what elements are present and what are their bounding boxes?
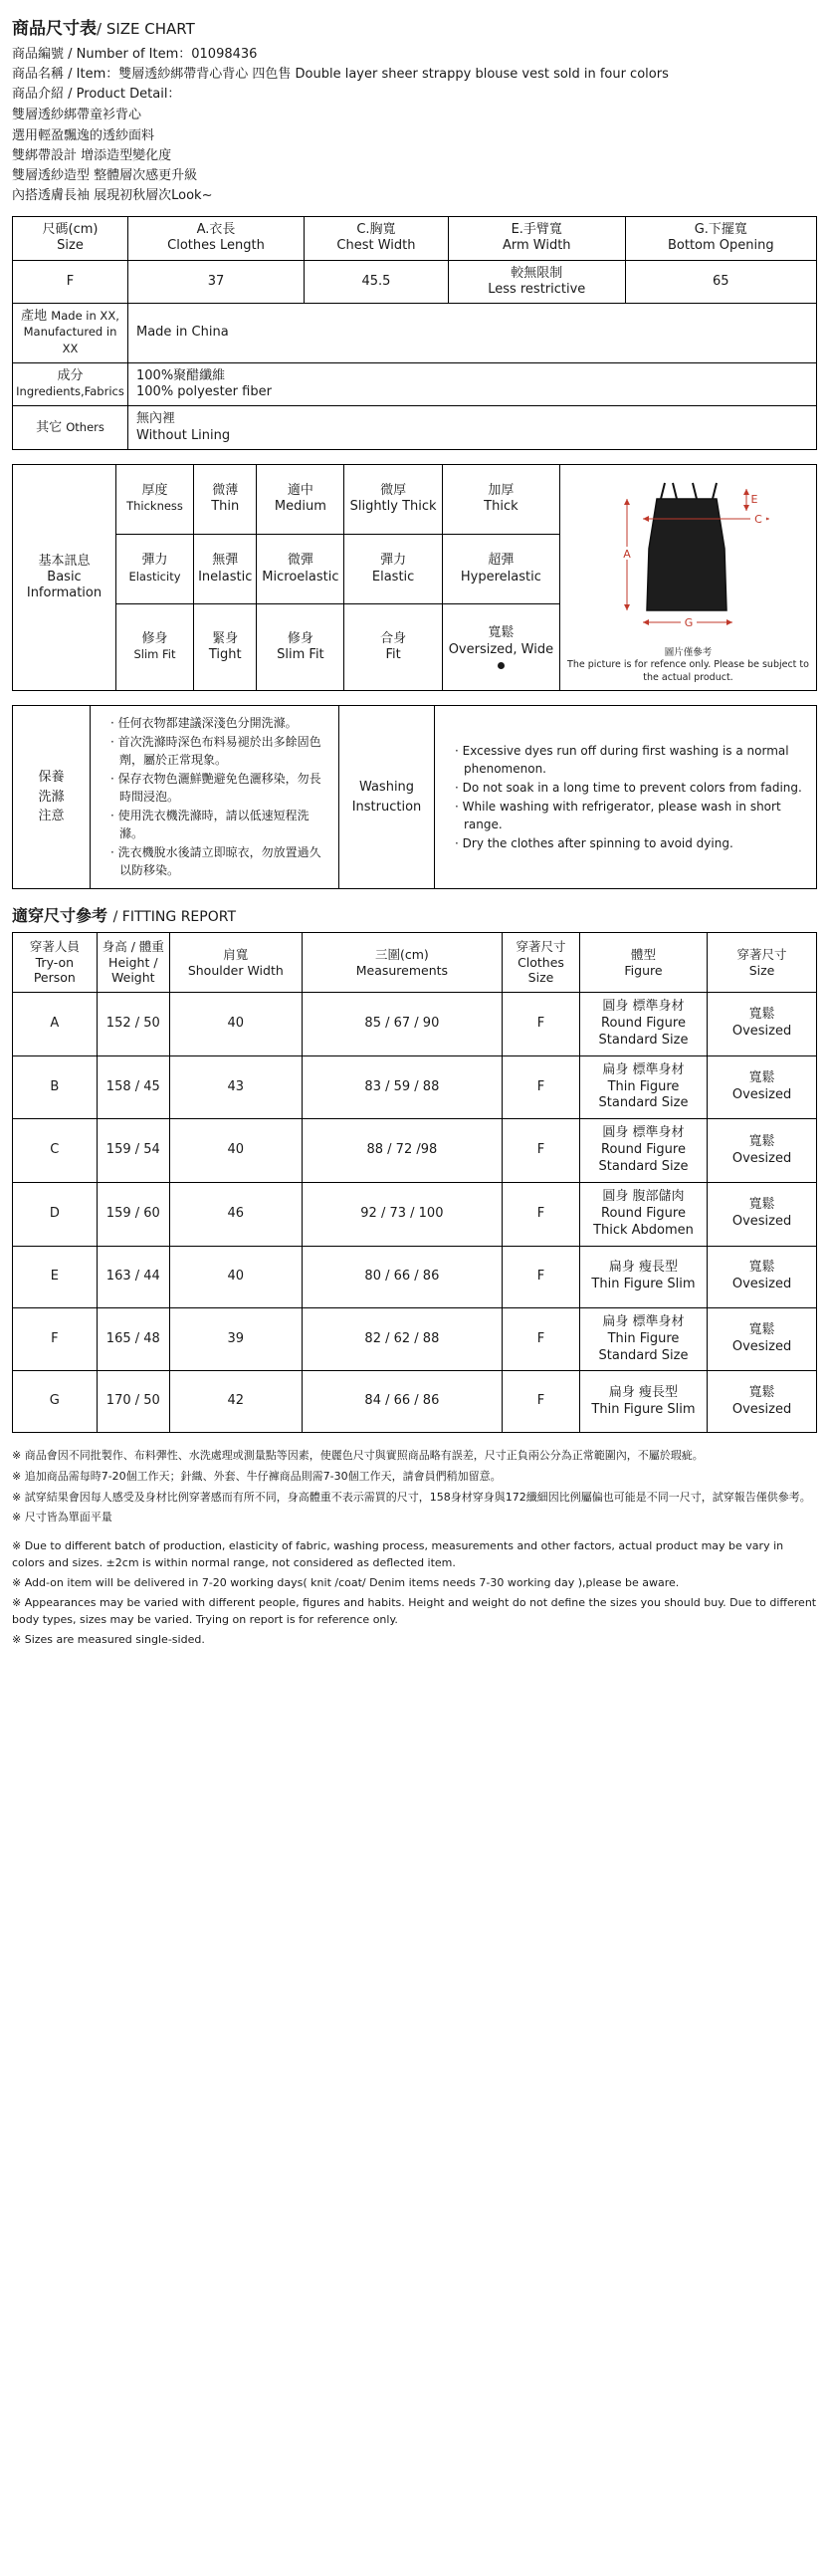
item-name-value: 雙層透紗綁帶背心背心 四色售 Double layer sheer strappy blouse vest sold in four colors [118,67,669,83]
fabric-value-en: 100% polyester fiber [136,384,272,400]
item-number-label: 商品編號 / Number of Item： [12,47,192,62]
table-row [13,362,817,406]
wash-note-zh: · 保存衣物色灑鮮艷避免色灑移染，勿長時間浸泡。 [110,770,330,806]
table-row [13,1055,817,1119]
diagram-note [562,647,814,684]
cell-fit [708,1307,817,1371]
washing-label-line2: 洗滌 [38,789,65,805]
product-detail-list [12,106,817,206]
table-header-row [13,217,817,261]
elasticity-label [116,534,194,603]
cell-figure [579,1246,707,1307]
cell-figure [579,1183,707,1247]
cell-person: C [13,1119,98,1183]
header-zh: 穿著尺寸 [516,939,566,955]
option-zh: 適中 [287,483,313,499]
product-detail-item: 選用輕盈飄逸的透紗面料 [12,127,155,143]
others-label-zh: 其它 [36,419,63,435]
header-en: Size [57,238,84,254]
option-en: Thick [484,499,518,515]
option-en: Microelastic [262,569,339,585]
fit-en: Ovesized [731,1277,792,1292]
cell-shoulder: 40 [169,1246,302,1307]
product-detail-item: 雙層透紗綁帶童衫背心 [12,108,142,123]
header-zh: 身高 / 體重 [102,939,164,955]
option-en: Elastic [371,569,415,585]
washing-label-line1: 保養 [38,770,65,786]
notice-zh: ※ 試穿結果會因每人感受及身材比例穿著感而有所不同，身高體重不表示需買的尺寸，158身材穿身與172纖細因比例屬偏也可能是不同一尺寸，試穿報告僅供參考。 [12,1490,811,1504]
fit-zh: 寬鬆 [748,1070,775,1086]
elasticity-option-elastic [344,534,442,603]
selected-indicator-dot [498,662,505,669]
washing-label-en-line1: Washing [358,780,415,796]
cell-height-weight: 170 / 50 [97,1371,169,1433]
others-label [13,406,128,450]
others-value [128,406,817,450]
others-value-zh: 無內裡 [136,411,176,427]
cell-fit [708,1371,817,1433]
diagram-note-en: The picture is for refence only. Please be subject to the actual product. [567,659,809,683]
figure-zh: 扁身 標準身材 [602,1313,685,1329]
figure-col-header [579,933,707,993]
slimfit-option-tight [194,604,257,691]
cell-measurements: 83 / 59 / 88 [302,1055,502,1119]
figure-en: Round Figure Thick Abdomen [593,1205,694,1238]
cell-shoulder: 40 [169,993,302,1056]
cell-figure [579,1055,707,1119]
table-row [13,260,817,304]
slimfit-option-fit [344,604,442,691]
cell-height-weight: 165 / 48 [97,1307,169,1371]
garment-diagram-cell [560,464,817,690]
fit-en: Ovesized [731,1401,792,1417]
arm-col-header [448,217,625,261]
thickness-option-thick [442,464,559,534]
cell-measurements: 84 / 66 / 86 [302,1371,502,1433]
cell-fit [708,1183,817,1247]
cell-person: G [13,1371,98,1433]
others-label-en: Others [66,419,104,434]
cell-measurements: 80 / 66 / 86 [302,1246,502,1307]
fit-en: Ovesized [731,1214,792,1230]
figure-zh: 圓身 標準身材 [602,1125,685,1141]
origin-label [13,304,128,363]
cell-shoulder: 42 [169,1371,302,1433]
header-zh: 尺碼(cm) [42,222,99,238]
length-col-header [128,217,305,261]
header-zh: 肩寬 [223,946,249,962]
fabric-label-zh: 成分 [57,367,84,383]
notice-en: ※ Add-on item will be delivered in 7-20 working days( knit /coat/ Denim items needs 7-30 working day ),please be aware. [12,1575,680,1589]
header-en: Size [748,962,775,978]
product-detail-item: 雙層透紗造型 整體層次感更升級 [12,167,198,183]
product-detail-item: 雙綁帶設計 增添造型變化度 [12,147,172,163]
fit-zh: 寬鬆 [748,1322,775,1338]
header-en: Shoulder Width [187,962,284,978]
shoulder-col-header [169,933,302,993]
notice-zh: ※ 追加商品需每時7-20個工作天；針織、外套、牛仔褲商品則需7-30個工作天，請會員們稍加留意。 [12,1469,502,1483]
thickness-option-medium [257,464,344,534]
cell-figure [579,1119,707,1183]
basic-info-label [13,464,116,690]
svg-text:G: G [684,615,693,629]
cell-length: 37 [128,260,305,304]
elasticity-option-inelastic [194,534,257,603]
option-zh: 微彈 [287,553,313,569]
cell-arm [448,260,625,304]
notice-en: ※ Sizes are measured single-sided. [12,1633,205,1646]
cell-arm-zh: 較無限制 [511,265,563,281]
notice-divider-space [12,1529,817,1537]
option-en: Oversized, Wide [448,641,554,657]
fit-en: Ovesized [731,1024,792,1040]
header-en: Arm Width [502,238,571,254]
cell-measurements: 92 / 73 / 100 [302,1183,502,1247]
figure-en: Round Figure Standard Size [598,1142,689,1175]
fit-size-col-header [708,933,817,993]
header-en: Clothes Length [167,238,265,254]
thickness-label [116,464,194,534]
item-number-value: 01098436 [191,47,258,62]
slimfit-label [116,604,194,691]
slimfit-option-oversized [442,604,559,691]
page-title-zh: 商品尺寸表 [12,19,97,39]
fabric-label-en: Ingredients,Fabrics [16,384,124,399]
cell-person: F [13,1307,98,1371]
size-chart-table [12,216,817,450]
figure-en: Round Figure Standard Size [598,1015,689,1048]
cell-size: F [503,1055,580,1119]
cell-size: F [503,1307,580,1371]
wash-note-en: · Excessive dyes run off during first washing is a normal phenomenon. [455,742,808,778]
thickness-label-en: Thickness [126,499,183,514]
bottom-col-header [625,217,816,261]
option-zh: 合身 [380,630,407,646]
washing-label-zh [13,706,91,889]
cell-figure [579,1371,707,1433]
height-weight-col-header [97,933,169,993]
cell-measurements: 82 / 62 / 88 [302,1307,502,1371]
table-row [13,1246,817,1307]
origin-label-en: Made in XX, Manufactured in XX [23,309,119,355]
item-number-line [12,45,817,65]
washing-notes-zh [91,706,339,889]
table-header-row [13,933,817,993]
garment-measure-svg [565,471,812,640]
cell-size: F [503,993,580,1056]
header-zh: 三圍(cm) [374,946,429,962]
header-en: Bottom Opening [667,238,774,254]
figure-zh: 扁身 瘦長型 [608,1260,679,1276]
basic-info-label-zh: 基本訊息 [38,553,91,569]
cell-size: F [503,1183,580,1247]
figure-en: Thin Figure Standard Size [598,1078,689,1111]
wash-note-en: · Do not soak in a long time to prevent colors from fading. [455,779,808,797]
figure-en: Thin Figure Standard Size [598,1330,689,1363]
thickness-option-slightly-thick [344,464,442,534]
wash-note-en: · While washing with refrigerator, please wash in short range. [455,798,808,833]
fit-zh: 寬鬆 [748,1260,775,1276]
slimfit-option-slimfit [257,604,344,691]
fitting-report-table [12,932,817,1433]
cell-person: D [13,1183,98,1247]
option-zh: 超彈 [488,553,515,569]
header-zh: C.胸寬 [356,222,396,238]
header-zh: 穿著尺寸 [736,946,787,962]
washing-label-line3: 注意 [38,809,65,824]
wash-note-en: · Dry the clothes after spinning to avoid dying. [455,834,808,852]
cell-size: F [503,1371,580,1433]
cell-bottom: 65 [625,260,816,304]
cell-measurements: 85 / 67 / 90 [302,993,502,1056]
wash-note-zh: · 使用洗衣機洗滌時，請以低速短程洗滌。 [110,807,330,842]
header-en: Chest Width [336,238,416,254]
header-zh: A.衣長 [196,222,236,238]
slimfit-label-en: Slim Fit [133,647,176,662]
basic-info-label-en: Basic Information [26,569,103,601]
table-row [13,1307,817,1371]
product-detail-label: 商品介紹 / Product Detail： [12,87,181,103]
thickness-option-thin [194,464,257,534]
item-name-label: 商品名稱 / Item： [12,67,119,83]
table-row [13,464,817,534]
figure-zh: 圓身 標準身材 [602,999,685,1015]
header-zh: 體型 [630,946,656,962]
notice-en: ※ Appearances may be varied with different people, figures and habits. Height and weight do not define the sizes you should buy. Due to different body types, sizes may be varied. Trying on report is for reference only. [12,1595,817,1626]
washing-label-en [339,706,435,889]
cell-person: B [13,1055,98,1119]
wash-note-zh: · 洗衣機脫水後請立即晾衣，勿放置過久以防移染。 [110,843,330,879]
header-en: Figure [624,962,663,978]
elasticity-option-hyperelastic [442,534,559,603]
option-zh: 無彈 [212,553,239,569]
elasticity-option-microelastic [257,534,344,603]
basic-information-table [12,464,817,691]
header-zh: G.下擺寬 [694,222,747,238]
washing-instruction-table [12,705,817,889]
measurements-col-header [302,933,502,993]
wash-note-zh: · 首次洗滌時深色布料易褪於出多餘固色劑，屬於正常現象。 [110,733,330,769]
fit-zh: 寬鬆 [748,1133,775,1149]
origin-label-zh: 產地 [21,309,48,325]
cell-shoulder: 46 [169,1183,302,1247]
svg-text:A: A [622,547,631,561]
cell-measurements: 88 / 72 /98 [302,1119,502,1183]
page-title [12,14,817,39]
fitting-title-en: / FITTING REPORT [112,909,236,926]
fabric-value [128,362,817,406]
elasticity-label-en: Elasticity [128,569,181,584]
wash-note-zh: · 任何衣物都建議深淺色分開洗滌。 [110,714,330,732]
product-detail-item: 內搭透膚長袖 展現初秋層次Look~ [12,187,213,203]
option-en: Hyperelastic [460,569,541,585]
cell-chest: 45.5 [305,260,449,304]
cell-shoulder: 43 [169,1055,302,1119]
option-zh: 彈力 [380,553,407,569]
notice-zh: ※ 尺寸皆為單面平量 [12,1511,112,1524]
header-en: Clothes Size [518,954,564,986]
fabric-label [13,362,128,406]
option-zh: 微薄 [212,483,239,499]
garment-diagram [562,471,814,645]
table-row [13,993,817,1056]
cell-size: F [503,1246,580,1307]
cell-size: F [503,1119,580,1183]
cell-arm-en: Less restrictive [488,281,586,297]
fit-zh: 寬鬆 [748,1007,775,1023]
cell-fit [708,1246,817,1307]
fabric-value-zh: 100%聚醋纖維 [136,367,226,383]
header-en: Try-on Person [33,954,76,986]
header-en: Height / Weight [108,954,158,986]
fit-en: Ovesized [731,1339,792,1355]
table-row [13,706,817,889]
svg-text:C: C [753,512,762,526]
size-col-header [13,217,128,261]
elasticity-label-zh: 彈力 [141,553,168,569]
person-col-header [13,933,98,993]
diagram-note-zh: 圖片僅參考 [664,647,713,659]
cell-height-weight: 152 / 50 [97,993,169,1056]
item-name-line [12,65,817,85]
notice-en: ※ Due to different batch of production, elasticity of fabric, washing process, measurements and other factors, actual product may be vary in colors and sizes. ±2cm is within normal range, not considered as deflected item. [12,1538,784,1569]
fit-en: Ovesized [731,1150,792,1166]
option-en: Inelastic [198,569,253,585]
cell-shoulder: 39 [169,1307,302,1371]
figure-zh: 扁身 標準身材 [602,1061,685,1077]
origin-value: Made in China [128,304,817,363]
cell-shoulder: 40 [169,1119,302,1183]
table-row [13,1371,817,1433]
option-zh: 加厚 [488,483,515,499]
fitting-report-title [12,903,817,926]
figure-zh: 圓身 腹部儲肉 [602,1189,685,1205]
option-zh: 微厚 [380,483,407,499]
cell-person: E [13,1246,98,1307]
washing-label-en-line2: Instruction [351,799,422,815]
clothes-size-col-header [503,933,580,993]
notice-zh: ※ 商品會因不同批製作、布料彈性、水洗處理或測量點等因素，使麗色尺寸與實照商品略有誤差，尺寸正負兩公分為正常範圍內，不屬於瑕疵。 [12,1449,704,1463]
fit-zh: 寬鬆 [748,1197,775,1213]
notice-section [12,1447,817,1648]
figure-zh: 扁身 瘦長型 [608,1385,679,1400]
cell-height-weight: 159 / 60 [97,1183,169,1247]
option-en: Thin [211,499,240,515]
cell-height-weight: 159 / 54 [97,1119,169,1183]
option-en: Tight [208,647,242,663]
option-zh: 修身 [287,630,313,646]
cell-height-weight: 163 / 44 [97,1246,169,1307]
header-zh: E.手臂寬 [511,222,562,238]
table-row [13,406,817,450]
option-en: Fit [385,647,401,663]
header-zh: 穿著人員 [29,939,80,955]
thickness-label-zh: 厚度 [141,483,168,499]
figure-en: Thin Figure Slim [591,1401,696,1417]
cell-figure [579,993,707,1056]
option-en: Slim Fit [277,647,324,663]
table-row [13,304,817,363]
slimfit-label-zh: 修身 [141,630,168,646]
cell-fit [708,1055,817,1119]
page-title-en: / SIZE CHART [97,20,195,38]
chest-col-header [305,217,449,261]
washing-notes-en [435,706,817,889]
option-zh: 寬鬆 [488,625,515,641]
fit-zh: 寬鬆 [748,1385,775,1400]
cell-fit [708,1119,817,1183]
fitting-title-zh: 適穿尺寸參考 [12,906,108,926]
option-zh: 緊身 [212,630,239,646]
table-row [13,1183,817,1247]
cell-figure [579,1307,707,1371]
fit-en: Ovesized [731,1087,792,1103]
option-en: Slightly Thick [349,499,437,515]
cell-fit [708,993,817,1056]
header-en: Measurements [355,962,449,978]
others-value-en: Without Lining [136,427,231,443]
svg-text:E: E [750,492,757,506]
option-en: Medium [274,499,326,515]
figure-en: Thin Figure Slim [591,1277,696,1292]
cell-size: F [13,260,128,304]
cell-height-weight: 158 / 45 [97,1055,169,1119]
table-row [13,1119,817,1183]
cell-person: A [13,993,98,1056]
